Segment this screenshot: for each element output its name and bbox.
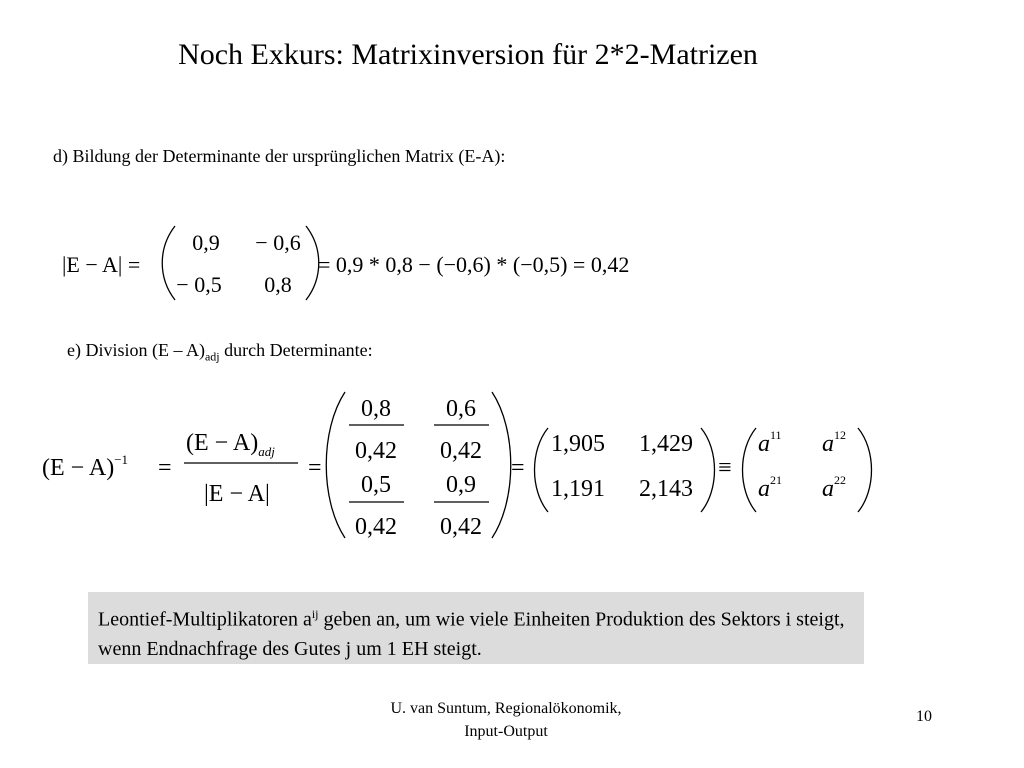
inv-lhs: $(E - A)^{-1}$ [42,452,129,481]
rm-cell-11: 1,905 [551,431,605,457]
sm-cell-12: $a^{12}$ [822,428,846,457]
fm-den-22: 0,42 [440,514,482,540]
det-cell-12: − 0,6 [255,230,301,255]
fm-den-12: 0,42 [440,438,482,464]
footer-line-1: U. van Suntum, Regionalökonomik, [390,700,622,717]
rm-cell-12: 1,429 [639,431,693,457]
footer-line-2: Input-Output [464,723,548,740]
det-rhs: = 0,9 * 0,8 − (−0,6) * (−0,5) = 0,42 [318,252,630,277]
fm-den-21: 0,42 [355,514,397,540]
inv-eq-1: = [158,455,172,481]
note-text [98,600,858,664]
sm-cell-22: $a^{22}$ [822,473,846,502]
rm-cell-22: 2,143 [639,476,693,502]
det-cell-21: − 0,5 [176,272,222,297]
inv-eq-3: = [511,455,525,481]
note-text-part1: Leontief-Multiplikatoren a [98,608,312,631]
step-e-label-sub: adj [204,349,220,364]
inv-frac-den: |E − A| [204,481,270,507]
rm-cell-21: 1,191 [551,476,605,502]
rm-right-paren [701,428,715,512]
sm-right-paren [858,428,872,512]
step-d-label: d) Bildung der Determinante der ursprünglichen Matrix (E-A): [53,146,506,166]
inv-frac-num: $(E - A)_{adj}$ [186,430,275,459]
fm-num-21: 0,5 [361,472,391,498]
fm-num-22: 0,9 [446,472,476,498]
rm-left-paren [535,428,549,512]
inv-equiv: ≡ [718,455,732,481]
footer [0,697,1012,743]
inv-eq-2: = [308,455,322,481]
step-e-label-suffix: durch Determinante: [219,340,373,360]
sm-left-paren [743,428,757,512]
page-number: 10 [916,708,932,725]
det-lhs: |E − A| = [62,252,141,277]
fm-num-11: 0,8 [361,396,391,422]
step-e-label-prefix: e) Division (E – A) [67,340,205,360]
fm-left-paren [326,392,345,538]
det-cell-11: 0,9 [192,230,220,255]
fm-num-12: 0,6 [446,396,476,422]
fm-right-paren [492,392,511,538]
note-text-part2: geben an, um wie viele Einheiten Produktion des Sektors i steigt, wenn Endnachfrage des Gutes j um 1 EH steigt. [98,608,845,660]
note-text-sup: ij [311,607,319,621]
slide-title: Noch Exkurs: Matrixinversion für 2*2-Matrizen [178,38,758,71]
det-cell-22: 0,8 [264,272,292,297]
fm-den-11: 0,42 [355,438,397,464]
sm-cell-11: $a^{11}$ [758,428,782,457]
sm-cell-21: $a^{21}$ [758,473,782,502]
